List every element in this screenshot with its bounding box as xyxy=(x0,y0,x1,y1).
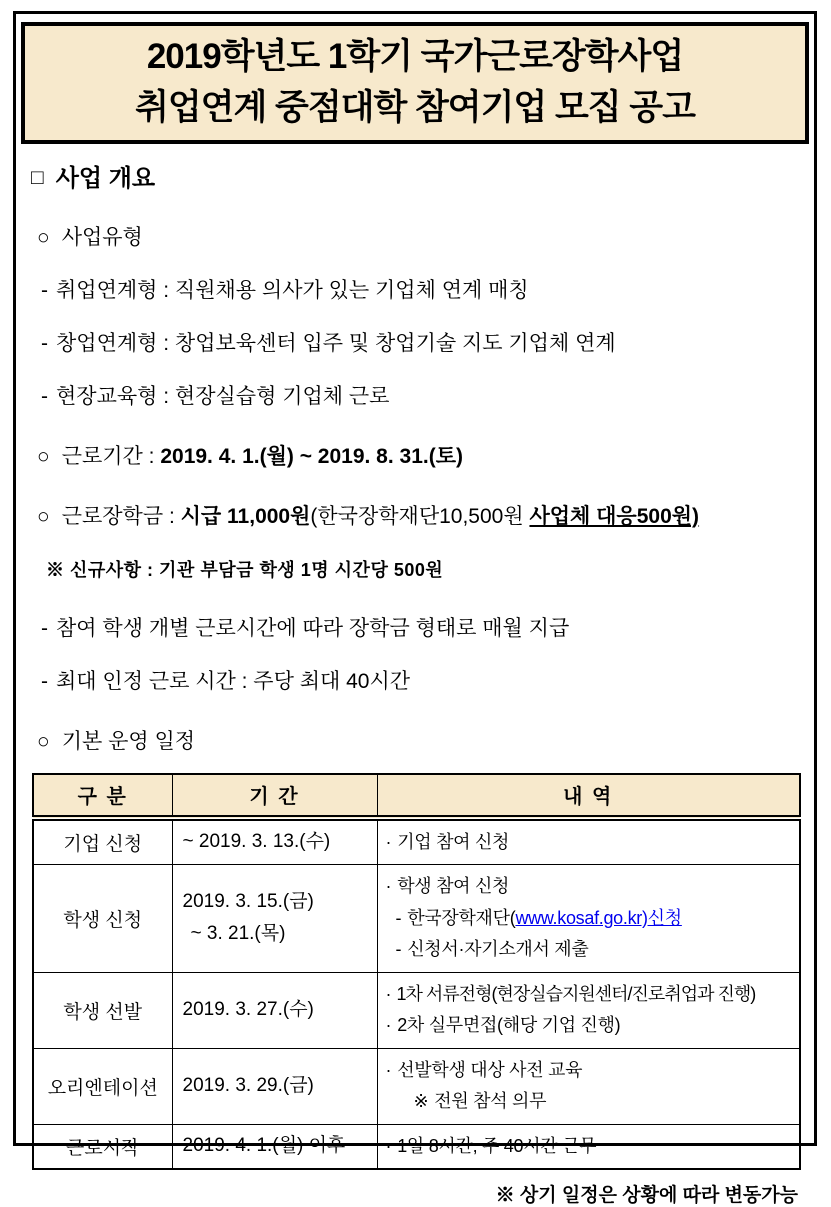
schedule-table xyxy=(32,773,801,1171)
period-line-2: ~ 3. 21.(목) xyxy=(190,923,286,945)
type-item-field-education-text: 현장교육형 : 현장실습형 기업체 근로 xyxy=(56,384,390,408)
dash-bullet-icon: - xyxy=(395,939,402,959)
row-details xyxy=(377,1124,800,1169)
sub-item-monthly-payment-text: 참여 학생 개별 근로시간에 따라 장학금 형태로 매월 지급 xyxy=(56,616,570,640)
circle-bullet-icon: ○ xyxy=(37,225,50,249)
dot-bullet-icon: · xyxy=(385,876,392,896)
detail-line xyxy=(396,934,798,966)
type-item-field-education xyxy=(41,380,814,410)
table-row xyxy=(33,1048,800,1124)
wage-label: 근로장학금 : xyxy=(61,504,181,528)
detail-line xyxy=(386,827,798,859)
type-item-startup xyxy=(41,327,814,357)
new-requirement-note: ※ 신규사항 : 기관 부담금 학생 1명 시간당 500원 xyxy=(46,559,444,580)
dash-bullet-icon: - xyxy=(41,616,48,640)
row-period: 2019. 4. 1.(월) 이후 xyxy=(172,1124,377,1169)
detail-line xyxy=(386,871,798,903)
detail-text: 1차 서류전형(현장실습지원센터/진로취업과 진행) xyxy=(396,983,756,1004)
circle-bullet-icon: ○ xyxy=(37,729,50,753)
detail-text: 2차 실무면접(해당 기업 진행) xyxy=(397,1015,621,1035)
work-period-label: 근로기간 : xyxy=(61,444,161,468)
detail-line xyxy=(414,1086,798,1118)
detail-text: 학생 참여 신청 xyxy=(397,876,510,896)
square-bullet-icon: □ xyxy=(31,165,44,189)
kosaf-link[interactable]: www.kosaf.go.kr)신청 xyxy=(515,907,682,928)
dash-bullet-icon: - xyxy=(395,907,402,928)
detail-line xyxy=(386,1131,798,1163)
item-work-period xyxy=(37,440,814,470)
dot-bullet-icon: · xyxy=(385,1015,392,1035)
reference-mark-icon: ※ xyxy=(413,1091,429,1111)
title-line-2: 취업연계 중점대학 참여기업 모집 공고 xyxy=(135,87,695,127)
circle-bullet-icon: ○ xyxy=(37,504,50,528)
circle-bullet-icon: ○ xyxy=(37,444,50,468)
header-category: 구 분 xyxy=(33,774,172,818)
schedule-change-note: ※ 상기 일정은 상황에 따라 변동가능 xyxy=(495,1185,798,1206)
dash-bullet-icon: - xyxy=(41,331,48,355)
wage-company-share: 사업체 대응500원) xyxy=(529,504,700,528)
row-details xyxy=(377,818,800,865)
detail-text: 한국장학재단( xyxy=(407,907,516,928)
detail-line xyxy=(386,1055,798,1087)
row-period xyxy=(172,865,377,973)
type-item-startup-text: 창업연계형 : 창업보육센터 입주 및 창업기술 지도 기업체 연계 xyxy=(56,331,616,355)
work-period-value: 2019. 4. 1.(월) ~ 2019. 8. 31.(토) xyxy=(160,444,463,468)
detail-line xyxy=(386,979,798,1011)
row-category: 오리엔테이션 xyxy=(33,1048,172,1124)
detail-text: 기업 참여 신청 xyxy=(397,831,510,852)
section-title: 사업 개요 xyxy=(55,164,156,192)
item-business-type xyxy=(37,221,814,251)
table-row xyxy=(33,1124,800,1169)
title-line-1: 2019학년도 1학기 국가근로장학사업 xyxy=(146,37,684,76)
item-schedule-heading xyxy=(37,725,814,755)
detail-text: 신청서·자기소개서 제출 xyxy=(407,939,589,959)
dot-bullet-icon: · xyxy=(385,983,391,1004)
wage-hourly-bold: 시급 11,000원 xyxy=(180,504,311,528)
dot-bullet-icon: · xyxy=(385,1135,392,1156)
row-details xyxy=(377,1048,800,1124)
header-period: 기 간 xyxy=(172,774,377,818)
detail-text: 선발학생 대상 사전 교육 xyxy=(397,1059,583,1080)
row-category: 근로시작 xyxy=(33,1124,172,1169)
row-category: 기업 신청 xyxy=(33,818,172,865)
section-heading-overview xyxy=(31,158,814,193)
sub-item-max-hours xyxy=(41,665,814,695)
dash-bullet-icon: - xyxy=(41,278,48,302)
period-line-1: 2019. 3. 15.(금) xyxy=(182,890,314,912)
schedule-heading-text: 기본 운영 일정 xyxy=(61,729,196,753)
row-category: 학생 신청 xyxy=(33,865,172,973)
detail-line xyxy=(396,903,798,935)
table-row xyxy=(33,865,800,973)
header-details: 내 역 xyxy=(377,774,800,818)
dash-bullet-icon: - xyxy=(41,384,48,408)
detail-line xyxy=(386,1010,798,1042)
title-banner xyxy=(21,22,809,144)
table-row xyxy=(33,818,800,865)
page-border-frame xyxy=(13,11,817,1206)
row-category: 학생 선발 xyxy=(33,972,172,1048)
sub-item-monthly-payment xyxy=(41,612,814,642)
business-type-heading: 사업유형 xyxy=(61,225,143,249)
table-header-row xyxy=(33,774,800,818)
row-period: 2019. 3. 29.(금) xyxy=(172,1048,377,1124)
row-period: ~ 2019. 3. 13.(수) xyxy=(172,818,377,865)
table-row xyxy=(33,972,800,1048)
row-period: 2019. 3. 27.(수) xyxy=(172,972,377,1048)
row-details xyxy=(377,865,800,973)
sub-item-max-hours-text: 최대 인정 근로 시간 : 주당 최대 40시간 xyxy=(56,669,411,693)
wage-breakdown: (한국장학재단10,500원 xyxy=(310,504,530,528)
dot-bullet-icon: · xyxy=(385,831,392,852)
row-details xyxy=(377,972,800,1048)
item-scholarship-wage xyxy=(37,500,814,530)
type-item-employment-text: 취업연계형 : 직원채용 의사가 있는 기업체 연계 매칭 xyxy=(56,278,529,302)
dash-bullet-icon: - xyxy=(41,669,48,693)
dot-bullet-icon: · xyxy=(385,1059,392,1080)
detail-text: 전원 참석 의무 xyxy=(434,1091,547,1111)
detail-text: 1일 8시간, 주 40시간 근무 xyxy=(397,1135,597,1156)
type-item-employment xyxy=(41,274,814,304)
